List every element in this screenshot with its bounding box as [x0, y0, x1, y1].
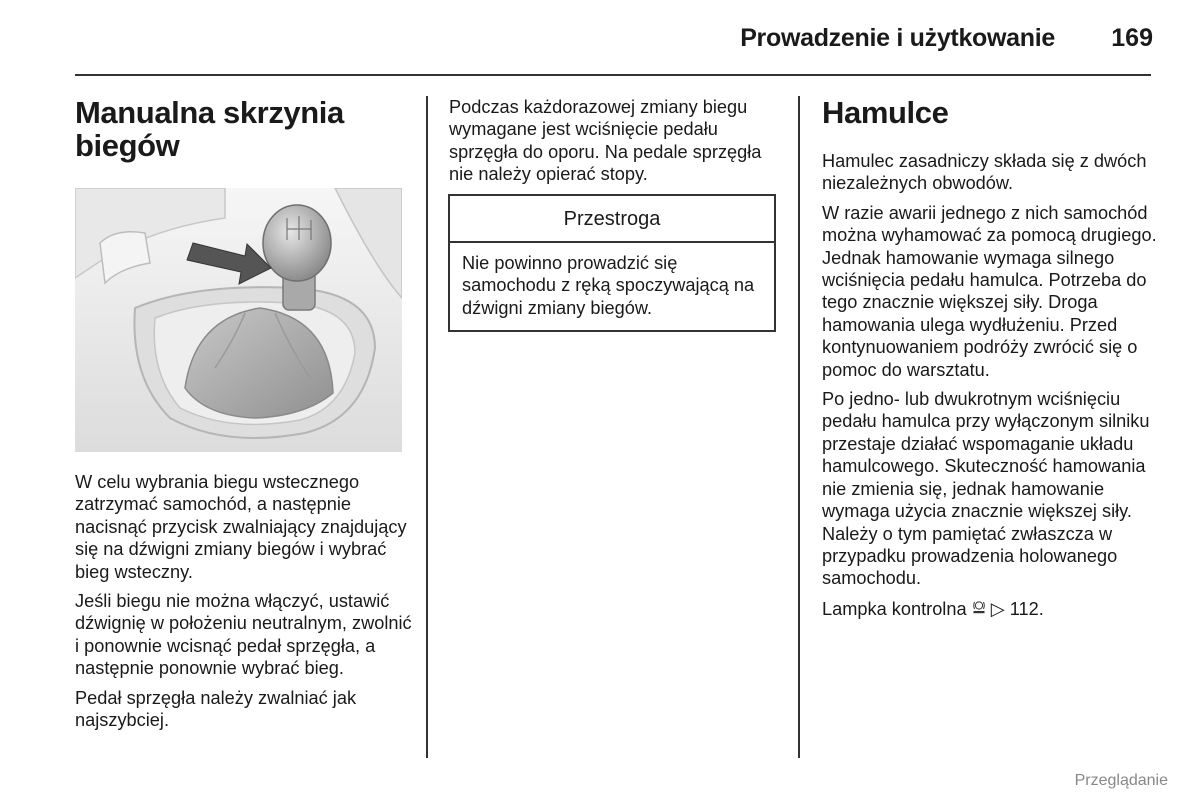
section-heading-brakes: Hamulce [822, 95, 949, 130]
header-divider [75, 74, 1151, 76]
footer-watermark: Przeglądanie [1074, 772, 1168, 789]
paragraph: W celu wybrania biegu wstecznego zatrzymać samochód, a następnie nacisnąć przycisk zwalniający znajdujący się na dźwigni zmiany biegów i wybrać bieg wsteczny. [75, 472, 407, 582]
reference-prefix: Lampka kontrolna [822, 598, 967, 619]
cross-reference [822, 597, 1157, 620]
caution-title: Przestroga [450, 196, 774, 243]
section-heading-manual-gearbox: Manualna skrzynia biegów [75, 95, 344, 163]
page-number: 169 [1111, 24, 1153, 52]
caution-box [448, 194, 776, 332]
paragraph: Hamulec zasadniczy składa się z dwóch niezależnych obwodów. [822, 151, 1147, 194]
caution-text: Nie powinno prowadzić się samochodu z ręką spoczywającą na dźwigni zmiany biegów. [462, 253, 755, 318]
reference-page-link[interactable]: 112. [1009, 598, 1044, 619]
right-column [822, 96, 1157, 627]
paragraph: Podczas każdorazowej zmiany biegu wymagane jest wciśnięcie pedału sprzęgła do oporu. Na pedale sprzęgła nie należy opierać stopy. [449, 97, 762, 185]
gear-lever-drawing [75, 188, 402, 452]
running-header-title: Prowadzenie i użytkowanie [740, 24, 1055, 52]
middle-column-body [449, 96, 779, 193]
paragraph: Pedał sprzęgła należy zwalniać jak najszybciej. [75, 687, 357, 731]
column-divider-2 [798, 96, 800, 758]
brake-warning-icon [972, 597, 986, 619]
paragraph: W razie awarii jednego z nich samochód można wyhamować za pomocą drugiego. Jednak hamowanie wymaga silnego wciśnięcia pedału hamulca. Potrzeba do tego znacznie większej siły. Droga hamowania ulega wydłużeniu. Przed kontynuowaniem podróży zwrócić się o pomoc do warsztatu. [822, 202, 1157, 380]
left-column-heading-block [75, 96, 415, 162]
paragraph: Po jedno- lub dwukrotnym wciśnięciu pedału hamulca przy wyłączonym silniku przestaje działać wspomaganie układu hamulcowego. Skuteczność hamowania nie zmienia się, jednak hamowanie wymaga użycia znacznie większej siły. Należy o tym pamiętać zwłaszcza w przypadku prowadzenia holowanego samochodu. [822, 389, 1150, 589]
left-column-body [75, 471, 415, 738]
gear-lever-figure [75, 188, 402, 452]
column-divider-1 [426, 96, 428, 758]
paragraph: Jeśli biegu nie można włączyć, ustawić dźwignię w położeniu neutralnym, zwolnić i ponownie wcisnąć pedał sprzęgła, a następnie ponownie wybrać bieg. [75, 591, 412, 679]
arrow-icon: ▷ [990, 598, 1005, 619]
